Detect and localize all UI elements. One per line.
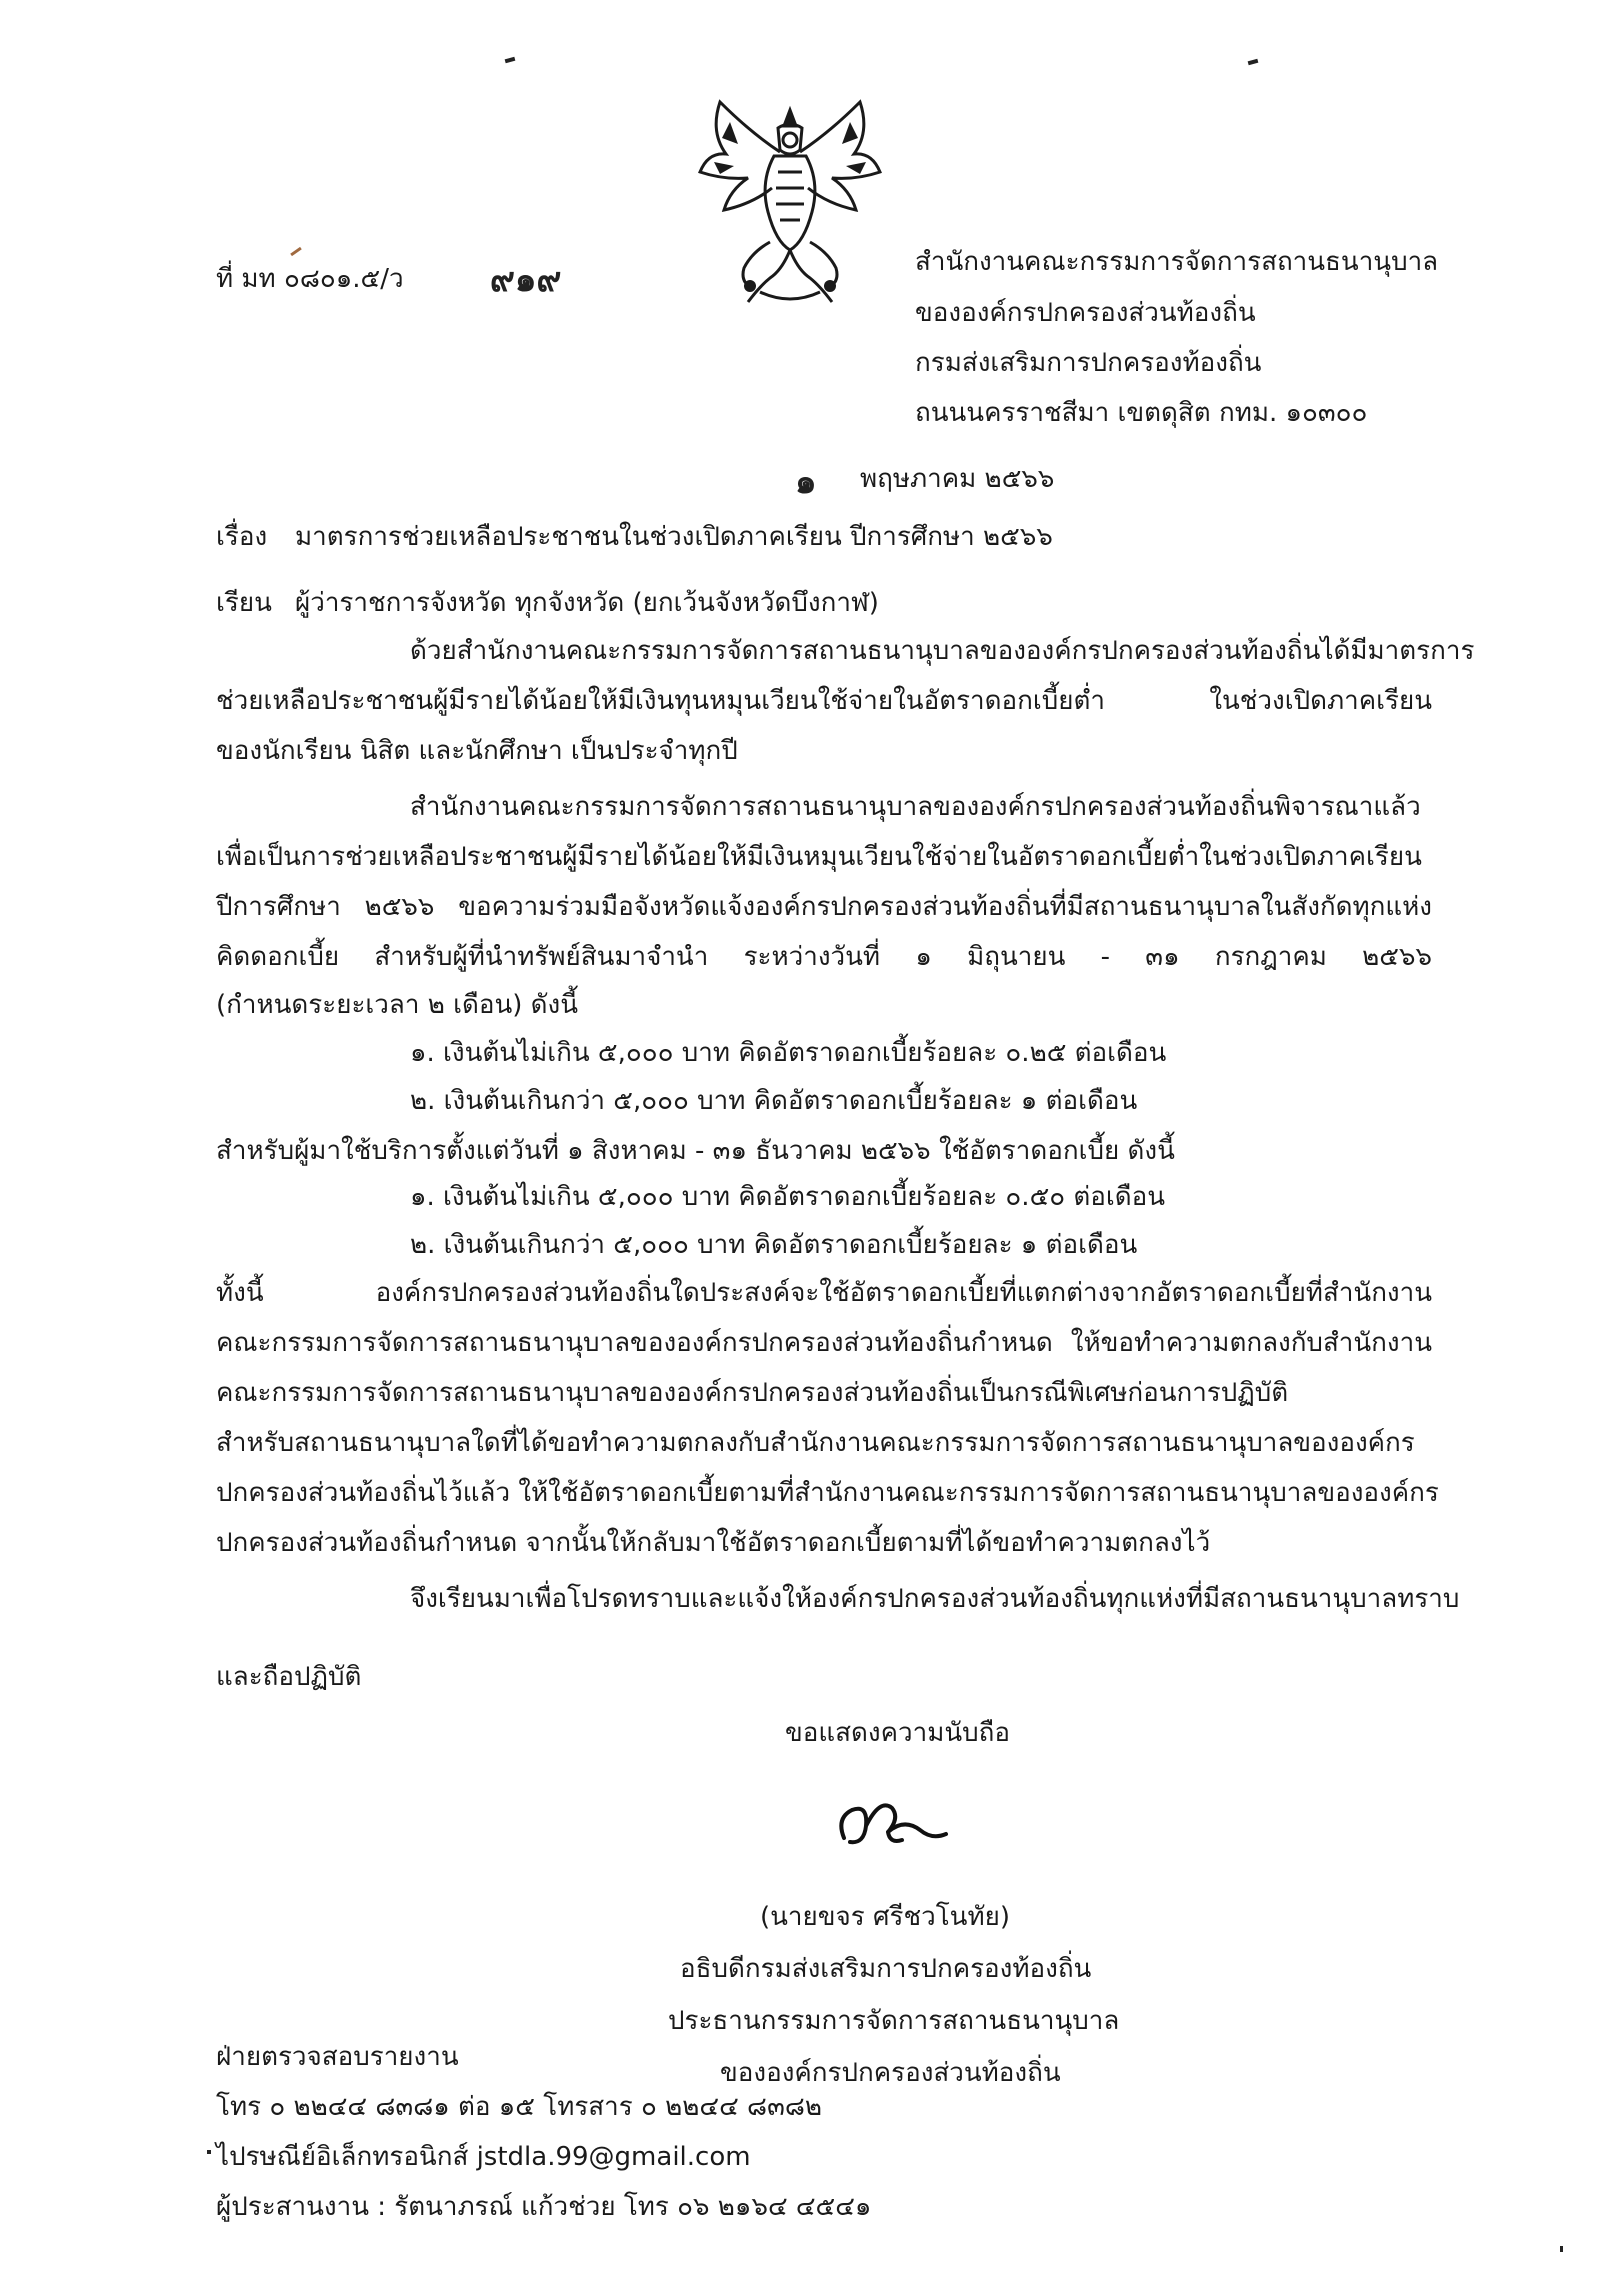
footer-phone: โทร ๐ ๒๒๔๔ ๘๓๘๑ ต่อ ๑๕ โทรสาร ๐ ๒๒๔๔ ๘๓๘๒ [216, 2092, 823, 2122]
date-day-handwritten: ๑ [795, 462, 817, 502]
subject: มาตรการช่วยเหลือประชาชนในช่วงเปิดภาคเรียน ปีการศึกษา ๒๕๖๖ [295, 522, 1053, 552]
scan-speck [207, 2150, 211, 2154]
subject-label: เรื่อง [216, 522, 268, 552]
paragraph-1-line: ของนักเรียน นิสิต และนักศึกษา เป็นประจำทุกปี [216, 736, 738, 766]
rate-item: ๑. เงินต้นไม่เกิน ๕,๐๐๐ บาท คิดอัตราดอกเบี้ยร้อยละ ๐.๒๕ ต่อเดือน [410, 1038, 1167, 1068]
sender-line-3: กรมส่งเสริมการปกครองท้องถิ่น [915, 348, 1262, 378]
footer-coordinator: ผู้ประสานงาน : รัตนาภรณ์ แก้วช่วย โทร ๐๖ ๒๑๖๔ ๔๕๔๑ [216, 2192, 872, 2222]
sender-line-2: ขององค์กรปกครองส่วนท้องถิ่น [915, 298, 1256, 328]
paragraph-2-line: ปีการศึกษา ๒๕๖๖ ขอความร่วมมือจังหวัดแจ้งองค์กรปกครองส่วนท้องถิ่นที่มีสถานธนานุบาลในสังกัดทุกแห่ง [216, 892, 1432, 922]
closing-line: และถือปฏิบัติ [216, 1662, 362, 1692]
rate-item: ๑. เงินต้นไม่เกิน ๕,๐๐๐ บาท คิดอัตราดอกเบี้ยร้อยละ ๐.๕๐ ต่อเดือน [410, 1182, 1166, 1212]
reference-number: ที่ มท ๐๘๐๑.๕/ว [216, 264, 404, 294]
date: พฤษภาคม ๒๕๖๖ [860, 464, 1055, 494]
sender-line-4: ถนนนครราชสีมา เขตดุสิต กทม. ๑๐๓๐๐ [915, 398, 1368, 428]
rate-item: ๒. เงินต้นเกินกว่า ๕,๐๐๐ บาท คิดอัตราดอกเบี้ยร้อยละ ๑ ต่อเดือน [410, 1230, 1138, 1260]
salutation-label: เรียน [216, 588, 272, 618]
paragraph-2-line: สำนักงานคณะกรรมการจัดการสถานธนานุบาลขององค์กรปกครองส่วนท้องถิ่นพิจารณาแล้ว [410, 792, 1421, 822]
reference-number-handwritten: ๙๑๙ [490, 260, 562, 300]
paragraph-2-line: คิดดอกเบี้ย สำหรับผู้ที่นำทรัพย์สินมาจำนำ ระหว่างวันที่ ๑ มิถุนายน - ๓๑ กรกฎาคม ๒๕๖๖ [216, 942, 1432, 972]
signatory-title: ประธานกรรมการจัดการสถานธนานุบาล [668, 2006, 1120, 2036]
paragraph-3-line: ปกครองส่วนท้องถิ่นไว้แล้ว ให้ใช้อัตราดอกเบี้ยตามที่สำนักงานคณะกรรมการจัดการสถานธนานุบาลขององค์กร [216, 1478, 1439, 1508]
paragraph-3-line: คณะกรรมการจัดการสถานธนานุบาลขององค์กรปกครองส่วนท้องถิ่นกำหนด ให้ขอทำความตกลงกับสำนักงาน [216, 1328, 1432, 1358]
footer-email: ไปรษณีย์อิเล็กทรอนิกส์ jstdla.99@gmail.com [216, 2142, 751, 2172]
footer-department: ฝ่ายตรวจสอบรายงาน [216, 2042, 459, 2072]
salutation: ผู้ว่าราชการจังหวัด ทุกจังหวัด (ยกเว้นจังหวัดบึงกาฬ) [295, 588, 879, 618]
paragraph-2-line: เพื่อเป็นการช่วยเหลือประชาชนผู้มีรายได้น้อยให้มีเงินหมุนเวียนใช้จ่ายในอัตราดอกเบี้ยต่ำในช่วงเปิดภาคเรียน [216, 842, 1422, 872]
complimentary-close: ขอแสดงความนับถือ [785, 1718, 1010, 1748]
paragraph-1-line: ด้วยสำนักงานคณะกรรมการจัดการสถานธนานุบาลขององค์กรปกครองส่วนท้องถิ่นได้มีมาตรการ [410, 636, 1475, 666]
paragraph-1-line: ช่วยเหลือประชาชนผู้มีรายได้น้อยให้มีเงินทุนหมุนเวียนใช้จ่ายในอัตราดอกเบี้ยต่ำ ในช่วงเปิดภาคเรียน [216, 686, 1432, 716]
signatory-name: (นายขจร ศรีชวโนทัย) [760, 1902, 1010, 1932]
paragraph-3-line: สำหรับสถานธนานุบาลใดที่ได้ขอทำความตกลงกับสำนักงานคณะกรรมการจัดการสถานธนานุบาลขององค์กร [216, 1428, 1415, 1458]
paragraph-2-line: (กำหนดระยะเวลา ๒ เดือน) ดังนี้ [216, 990, 579, 1020]
scan-speck [505, 57, 516, 63]
scan-speck [290, 247, 302, 256]
sender-line-1: สำนักงานคณะกรรมการจัดการสถานธนานุบาล [915, 247, 1439, 277]
scan-speck [1560, 2246, 1563, 2252]
scan-speck [1248, 59, 1259, 65]
signatory-title: อธิบดีกรมส่งเสริมการปกครองท้องถิ่น [680, 1954, 1092, 1984]
rate-item: ๒. เงินต้นเกินกว่า ๕,๐๐๐ บาท คิดอัตราดอกเบี้ยร้อยละ ๑ ต่อเดือน [410, 1086, 1138, 1116]
closing-line: จึงเรียนมาเพื่อโปรดทราบและแจ้งให้องค์กรปกครองส่วนท้องถิ่นทุกแห่งที่มีสถานธนานุบาลทราบ [410, 1584, 1460, 1614]
paragraph-3-line: ทั้งนี้ องค์กรปกครองส่วนท้องถิ่นใดประสงค์จะใช้อัตราดอกเบี้ยที่แตกต่างจากอัตราดอกเบี้ยที่สำนักงาน [216, 1278, 1432, 1308]
garuda-emblem [690, 92, 890, 312]
rate-period-intro: สำหรับผู้มาใช้บริการตั้งแต่วันที่ ๑ สิงหาคม - ๓๑ ธันวาคม ๒๕๖๖ ใช้อัตราดอกเบี้ย ดังนี้ [216, 1136, 1175, 1166]
signatory-title: ขององค์กรปกครองส่วนท้องถิ่น [720, 2058, 1061, 2088]
paragraph-3-line: คณะกรรมการจัดการสถานธนานุบาลขององค์กรปกครองส่วนท้องถิ่นเป็นกรณีพิเศษก่อนการปฏิบัติ [216, 1378, 1289, 1408]
signature [830, 1788, 950, 1858]
paragraph-3-line: ปกครองส่วนท้องถิ่นกำหนด จากนั้นให้กลับมาใช้อัตราดอกเบี้ยตามที่ได้ขอทำความตกลงไว้ [216, 1528, 1211, 1558]
